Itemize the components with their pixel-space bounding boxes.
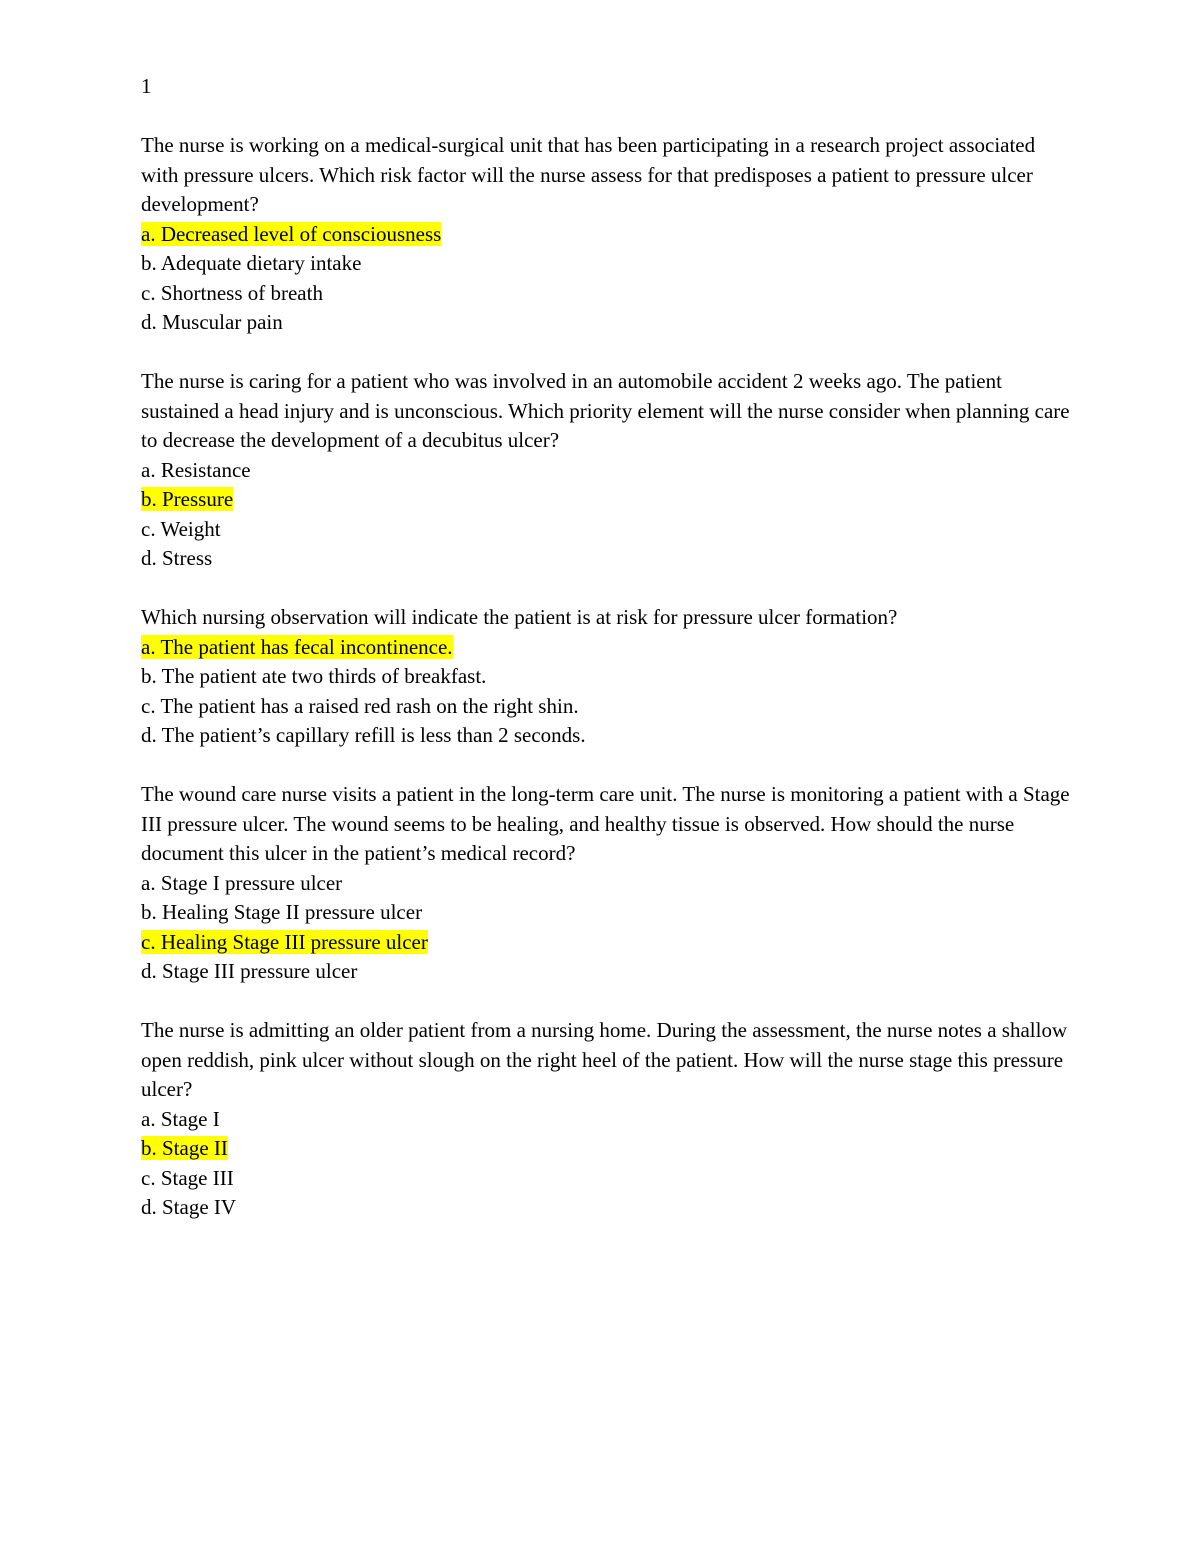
answer-option (141, 721, 1071, 751)
answer-text: d. The patient’s capillary refill is less than 2 seconds. (141, 723, 586, 747)
answer-text: d. Stage III pressure ulcer (141, 959, 358, 983)
answer-options (141, 220, 1071, 338)
question-block (141, 1016, 1071, 1223)
highlighted-answer-text: c. Healing Stage III pressure ulcer (141, 929, 428, 954)
highlighted-answer-text: a. Decreased level of consciousness (141, 221, 442, 246)
answer-options (141, 633, 1071, 751)
question-block (141, 367, 1071, 574)
answer-text: b. The patient ate two thirds of breakfast. (141, 664, 487, 688)
answer-text: b. Adequate dietary intake (141, 251, 362, 275)
answer-text: b. Healing Stage II pressure ulcer (141, 900, 423, 924)
answer-option (141, 544, 1071, 574)
answer-option (141, 279, 1071, 309)
question-stem: The wound care nurse visits a patient in the long-term care unit. The nurse is monitoring a patient with a Stage III pressure ulcer. The wound seems to be healing, and healthy tissue is observed. How should the nurse document this ulcer in the patient’s medical record? (141, 782, 1070, 865)
answer-option (141, 662, 1071, 692)
question-list (141, 131, 1071, 1223)
answer-options (141, 456, 1071, 574)
answer-option (141, 249, 1071, 279)
page-number: 1 (141, 74, 152, 98)
question-stem: The nurse is working on a medical-surgical unit that has been participating in a research project associated with pressure ulcers. Which risk factor will the nurse assess for that predisposes a patient to pressure ulcer development? (141, 133, 1036, 216)
answer-options (141, 869, 1071, 987)
answer-option (141, 1105, 1071, 1135)
answer-text: a. Stage I (141, 1106, 220, 1131)
answer-option (141, 1193, 1071, 1223)
answer-option (141, 692, 1071, 722)
highlighted-answer-text: a. The patient has fecal incontinence. (141, 634, 453, 659)
answer-option (141, 456, 1071, 486)
answer-option (141, 869, 1071, 899)
document-body (141, 72, 1071, 1252)
answer-text: c. Stage III (141, 1165, 234, 1190)
answer-option (141, 1164, 1071, 1194)
question-stem: The nurse is admitting an older patient from a nursing home. During the assessment, the nurse notes a shallow open reddish, pink ulcer without slough on the right heel of the patient. How will the nurse stage this pressure ulcer? (141, 1018, 1068, 1101)
answer-text: a. Resistance (141, 457, 251, 482)
answer-text: d. Muscular pain (141, 310, 283, 334)
answer-option (141, 515, 1071, 545)
answer-text: c. Shortness of breath (141, 280, 323, 305)
answer-option (141, 220, 1071, 250)
answer-option (141, 957, 1071, 987)
answer-option (141, 898, 1071, 928)
question-stem: Which nursing observation will indicate the patient is at risk for pressure ulcer formation? (141, 605, 898, 629)
question-block (141, 780, 1071, 987)
answer-text: c. The patient has a raised red rash on the right shin. (141, 693, 579, 718)
answer-option (141, 1134, 1071, 1164)
highlighted-answer-text: b. Pressure (141, 487, 234, 511)
answer-options (141, 1105, 1071, 1223)
question-block (141, 131, 1071, 338)
answer-text: a. Stage I pressure ulcer (141, 870, 343, 895)
answer-option (141, 485, 1071, 515)
highlighted-answer-text: b. Stage II (141, 1136, 228, 1160)
answer-text: d. Stress (141, 546, 213, 570)
question-block (141, 603, 1071, 751)
answer-option (141, 928, 1071, 958)
answer-text: c. Weight (141, 516, 221, 541)
question-stem: The nurse is caring for a patient who was involved in an automobile accident 2 weeks ago. The patient sustained a head injury and is unconscious. Which priority element will the nurse consider when planning care to decrease the development of a decubitus ulcer? (141, 369, 1070, 452)
answer-text: d. Stage IV (141, 1195, 237, 1219)
answer-option (141, 308, 1071, 338)
answer-option (141, 633, 1071, 663)
